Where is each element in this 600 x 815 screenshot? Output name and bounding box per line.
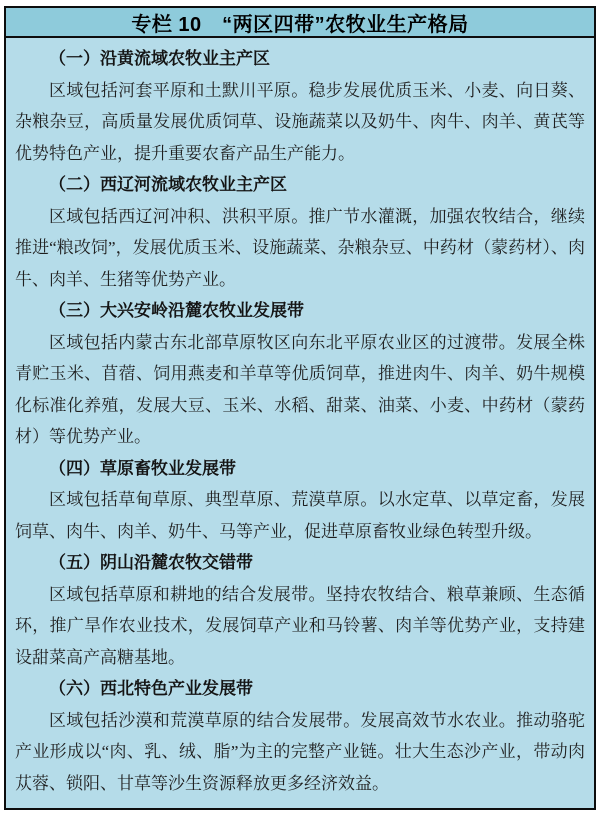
section (15, 295, 585, 453)
section (15, 169, 585, 295)
section-heading: （五）阴山沿麓农牧交错带 (49, 553, 253, 572)
column-header (6, 8, 594, 38)
section (15, 453, 585, 548)
section (15, 43, 585, 169)
section-heading: （四）草原畜牧业发展带 (49, 458, 236, 478)
section-heading: （二）西辽河流域农牧业主产区 (49, 175, 287, 194)
column-body (6, 38, 594, 799)
column-title: 专栏 10 “两区四带”农牧业生产格局 (131, 13, 469, 36)
section-paragraph: 区域包括沙漠和荒漠草原的结合发展带。发展高效节水农业。推动骆驼产业形成以“肉、乳、绒、脂”为主的完整产业链。壮大生态沙产业，带动肉苁蓉、锁阳、甘草等沙生资源释放更多经济效益。 (15, 710, 585, 793)
section-paragraph: 区域包括西辽河冲积、洪积平原。推广节水灌溉，加强农牧结合，继续推进“粮改饲”，发展优质玉米、设施蔬菜、杂粮杂豆、中药材（蒙药材）、肉牛、肉羊、生猪等优势产业。 (15, 206, 585, 289)
section-paragraph: 区域包括内蒙古东北部草原牧区向东北平原农业区的过渡带。发展全株青贮玉米、苜蓿、饲用燕麦和羊草等优质饲草，推进肉牛、肉羊、奶牛规模化标准化养殖，发展大豆、玉米、水稻、甜菜、油菜、小麦、中药材（蒙药材）等优势产业。 (15, 332, 585, 446)
section-heading: （六）西北特色产业发展带 (49, 679, 253, 698)
section-paragraph: 区域包括草甸草原、典型草原、荒漠草原。以水定草、以草定畜，发展饲草、肉牛、肉羊、奶牛、马等产业，促进草原畜牧业绿色转型升级。 (15, 490, 585, 541)
section-heading: （三）大兴安岭沿麓农牧业发展带 (49, 301, 304, 320)
section (15, 547, 585, 673)
section-heading: （一）沿黄流域农牧业主产区 (49, 49, 270, 68)
section-paragraph: 区域包括河套平原和土默川平原。稳步发展优质玉米、小麦、向日葵、杂粮杂豆，高质量发展优质饲草、设施蔬菜以及奶牛、肉牛、肉羊、黄芪等优势特色产业，提升重要农畜产品生产能力。 (15, 80, 585, 163)
document-box (4, 6, 596, 810)
section-paragraph: 区域包括草原和耕地的结合发展带。坚持农牧结合、粮草兼顾、生态循环，推广旱作农业技术，发展饲草产业和马铃薯、肉羊等优势产业，支持建设甜菜高产高糖基地。 (15, 584, 585, 667)
section (15, 673, 585, 799)
